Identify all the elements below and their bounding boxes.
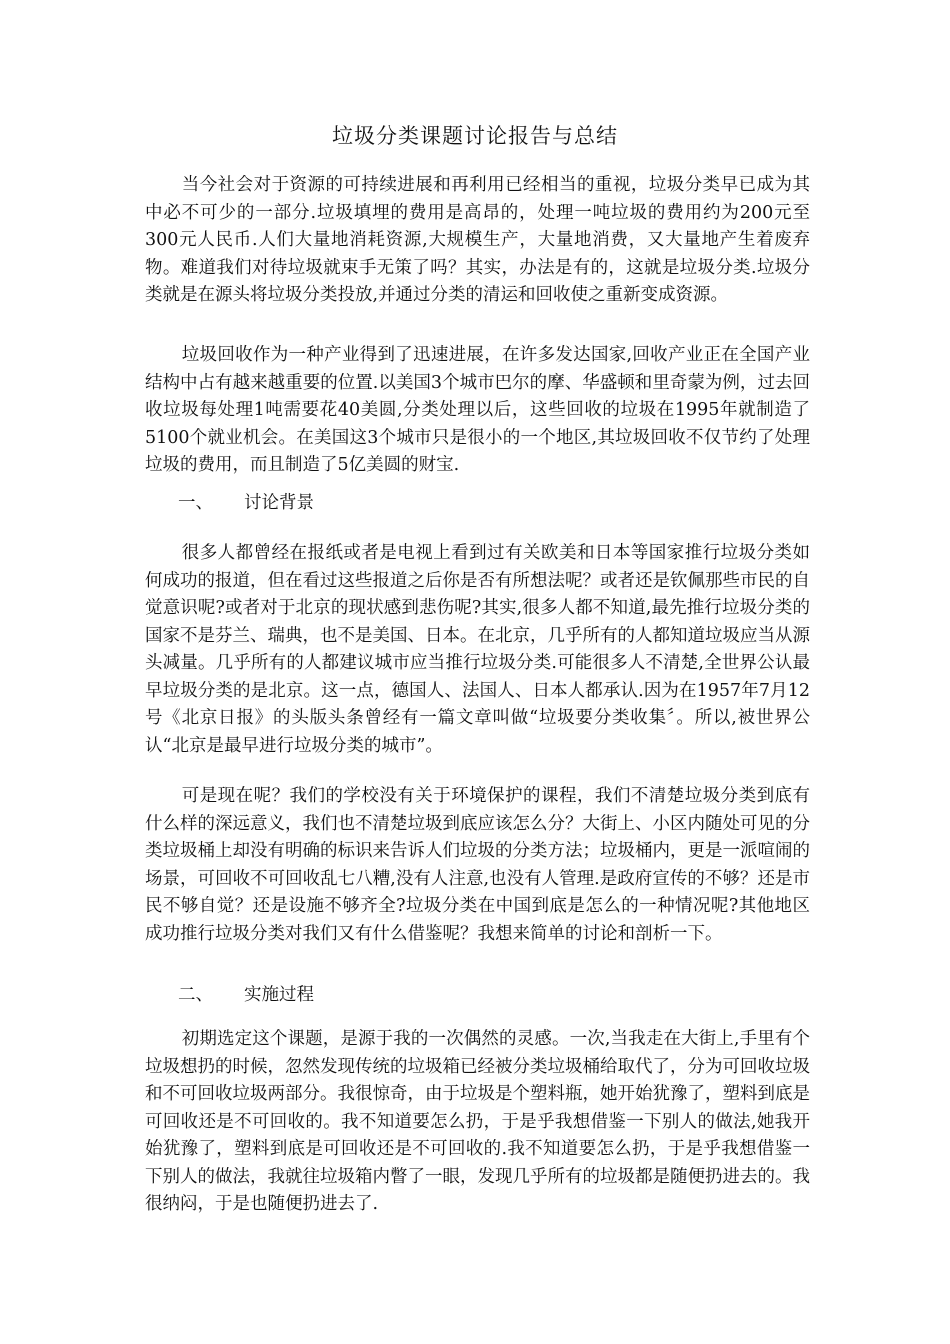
section-heading-background [178,490,314,518]
document-title: 垃圾分类课题讨论报告与总结 [332,124,618,148]
section-number: 二、 [178,985,213,1005]
section-heading-process [178,982,314,1010]
section-title: 讨论背景 [244,493,314,513]
paragraph-current-situation: 可是现在呢？我们的学校没有关于环境保护的课程，我们不清楚垃圾分类到底有什么样的深远意义，我们也不清楚垃圾到底应该怎么分？大街上、小区内随处可见的分类垃圾桶上却没有明确的标识来告诉人们垃圾的分类方法；垃圾桶内，更是一派喧闹的场景，可回收不可回收乱七八糟,没有人注意,也没有人管理.是政府宣传的不够？还是市民不够自觉？还是设施不够齐全?垃圾分类在中国到底是怎么的一种情况呢?其他地区成功推行垃圾分类对我们又有什么借鉴呢？我想来简单的讨论和剖析一下。 [145,786,810,944]
paragraph-beijing-history: 很多人都曾经在报纸或者是电视上看到过有关欧美和日本等国家推行垃圾分类如何成功的报道，但在看过这些报道之后你是否有所想法呢？或者还是钦佩那些市民的自觉意识呢?或者对于北京的现状感到悲伤呢?其实,很多人都不知道,最先推行垃圾分类的国家不是芬兰、瑞典，也不是美国、日本。在北京，几乎所有的人都知道垃圾应当从源头减量。几乎所有的人都建议城市应当推行垃圾分类.可能很多人不清楚,全世界公认最早垃圾分类的是北京。这一点，德国人、法国人、日本人都承认.因为在1957年7月12号《北京日报》的头版头条曾经有一篇文章叫做“垃圾要分类收集〞。所以,被世界公认“北京是最早进行垃圾分类的城市”。 [145,543,810,756]
paragraph-recycling-industry: 垃圾回收作为一种产业得到了迅速进展，在许多发达国家,回收产业正在全国产业结构中占有越来越重要的位置.以美国3个城市巴尔的摩、华盛顿和里奇蒙为例，过去回收垃圾每处理1吨需要花40美圆,分类处理以后，这些回收的垃圾在1995年就制造了5100个就业机会。在美国这3个城市只是很小的一个地区,其垃圾回收不仅节约了处理垃圾的费用，而且制造了5亿美圆的财宝. [145,345,810,475]
section-title: 实施过程 [244,985,314,1005]
section-number: 一、 [178,493,213,513]
paragraph-intro: 当今社会对于资源的可持续进展和再利用已经相当的重视，垃圾分类早已成为其中必不可少的一部分.垃圾填埋的费用是高昂的，处理一吨垃圾的费用约为200元至300元人民币.人们大量地消耗资源,大规模生产，大量地消费，又大量地产生着废弃物。难道我们对待垃圾就束手无策了吗？其实，办法是有的，这就是垃圾分类.垃圾分类就是在源头将垃圾分类投放,并通过分类的清运和回收使之重新变成资源。 [145,175,810,305]
paragraph-topic-origin: 初期选定这个课题，是源于我的一次偶然的灵感。一次,当我走在大街上,手里有个垃圾想扔的时候，忽然发现传统的垃圾箱已经被分类垃圾桶给取代了，分为可回收垃圾和不可回收垃圾两部分。我很惊奇，由于垃圾是个塑料瓶，她开始犹豫了，塑料到底是可回收还是不可回收的。我不知道要怎么扔，于是乎我想借鉴一下别人的做法,她我开始犹豫了，塑料到底是可回收还是不可回收的.我不知道要怎么扔，于是乎我想借鉴一下别人的做法，我就往垃圾箱内瞥了一眼，发现几乎所有的垃圾都是随便扔进去的。我很纳闷，于是也随便扔进去了. [145,1029,810,1214]
